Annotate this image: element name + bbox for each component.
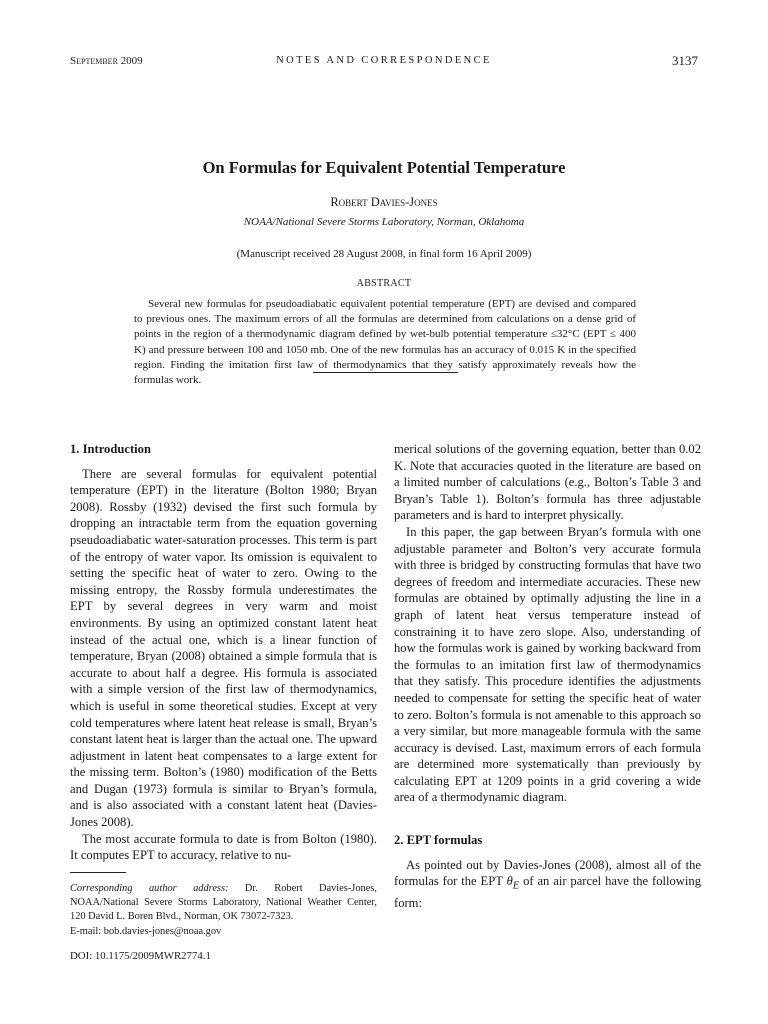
intro-paragraph-3: In this paper, the gap between Bryan’s formula with one adjustable parameter and Bolton’s very accurate formula with three is bridged by constructing formulas that have two degrees of freedom and intermediate accuracies. These new formulas are obtained by optimally adjusting the line in a graph of latent heat versus temperature instead of constraining it to have zero slope. Also, understanding of how the formulas work is gained by working backward from the formulas to an imitation first law of thermodynamics that they satisfy. This procedure identifies the adjustments needed to compensate for setting the specific heat of water to zero. Bolton’s formula is not amenable to this approach so a very similar, but more manageable formula with the same accuracy is devised. Last, maximum errors of each formula are determined more systematically than previously by calculating EPT at 1209 points in a grid covering a wide area of a thermodynamic diagram. [394,524,701,805]
ept-text-after: of an air parcel have the following form: [394,874,701,911]
page-number: 3137 [672,53,698,68]
running-head-date: September 2009 [70,55,143,67]
footnote-email: E-mail: bob.davies-jones@noaa.gov [70,925,222,937]
abstract-heading: ABSTRACT [356,278,412,289]
intro-paragraph-2-start: The most accurate formula to date is from Bolton (1980). It computes EPT to accuracy, relative to nu- [70,831,377,863]
section-heading-ept-formulas: 2. EPT formulas [394,833,483,848]
corresponding-author-footnote [70,882,377,939]
theta-symbol: θ [506,874,513,889]
section-heading-introduction: 1. Introduction [70,442,151,456]
theta-subscript: E [512,880,520,892]
ept-paragraph-1 [394,857,701,912]
footnote-address: Dr. Robert Davies-Jones, NOAA/National Severe Storms Laboratory, National Weather Center, 120 David L. Boren Blvd., Norman, OK 73072-7323. [70,883,377,923]
doi-line: DOI: 10.1175/2009MWR2774.1 [70,950,211,962]
intro-paragraph-1: There are several formulas for equivalent potential temperature (EPT) in the literature (Bolton 1980; Bryan 2008). Rossby (1932) devised the first such formula by dropping an intractable term from the equation governing pseudoadiabatic water-saturation processes. This term is part of the entropy of water vapor. Its omission is equivalent to setting the specific heat of water to zero. Owing to the missing entropy, the Rossby formula underestimates the EPT by several degrees in very warm and moist environments. By using an optimized constant latent heat instead of the actual one, which is a linear function of temperature, Bryan (2008) obtained a simple formula that is accurate to about half a degree. His formula is associated with a simple version of the first law of thermodynamics, which is useful in some theoretical studies. Except at very cold temperatures where latent heat release is small, Bryan’s constant latent heat is larger than the actual one. The upward adjustment in latent heat compensates to a large extent for the missing term. Bolton’s (1980) modification of the Betts and Dugan (1973) formula is similar to Bryan’s formula, and is also associated with a constant latent heat (Davies-Jones 2008). [70,466,377,830]
footnote-divider [70,872,126,873]
abstract-divider [313,372,458,373]
footnote-label: Corresponding author address: [70,883,229,894]
paper-title: On Formulas for Equivalent Potential Temperature [202,158,566,177]
abstract-text: Several new formulas for pseudoadiabatic equivalent potential temperature (EPT) are devised and compared to previous ones. The maximum errors of all the formulas are determined from calculations on a dense grid of points in the region of a thermodynamic diagram defined by wet-bulb potential temperature ≤32°C (EPT ≤ 400 K) and pressure between 100 and 1050 mb. One of the new formulas has an accuracy of 0.015 K in the specified region. Finding the imitation first law of thermodynamics that they satisfy approximately reveals how the formulas work. [134,298,636,387]
author-name: Robert Davies-Jones [330,195,438,209]
author-affiliation: NOAA/National Severe Storms Laboratory, Norman, Oklahoma [243,216,525,228]
right-column [394,441,701,912]
intro-paragraph-2-continued: merical solutions of the governing equation, better than 0.02 K. Note that accuracies quoted in the literature are based on a limited number of calculations (e.g., Bolton’s Table 3 and Bryan’s Table 1). Bolton’s formula has three adjustable parameters and is hard to interpret physically. [394,442,701,523]
left-column [70,441,377,864]
running-head-section: NOTES AND CORRESPONDENCE [276,55,492,66]
manuscript-dates: (Manuscript received 28 August 2008, in final form 16 April 2009) [236,248,532,260]
ept-text-before: As pointed out by Davies-Jones (2008), almost all of the formulas for the EPT [394,857,701,889]
